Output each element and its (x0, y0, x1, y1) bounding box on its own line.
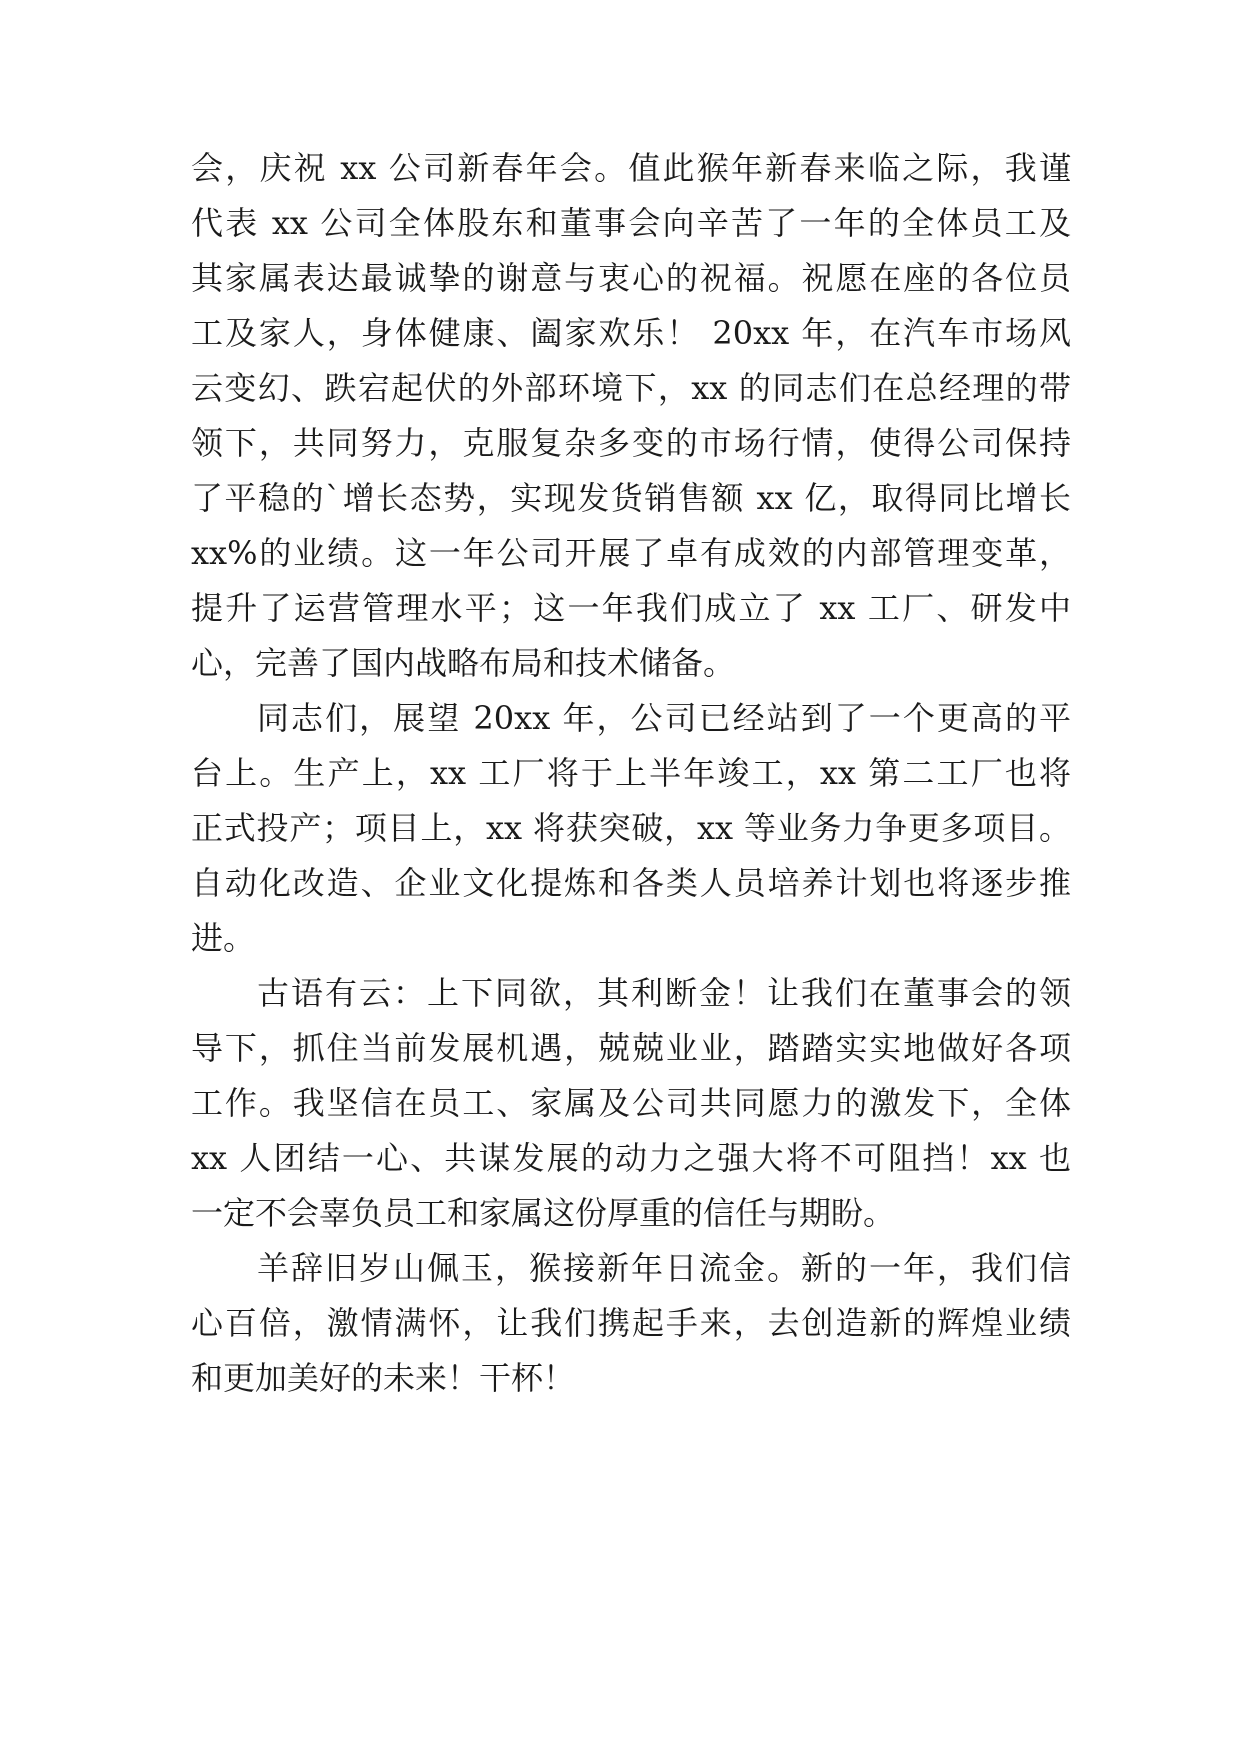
text-line: 工及家人，身体健康、阖家欢乐！ 20xx 年，在汽车市场风 (191, 314, 1071, 352)
text-line: 云变幻、跌宕起伏的外部环境下，xx 的同志们在总经理的带 (191, 369, 1071, 407)
text-line: 代表 xx 公司全体股东和董事会向辛苦了一年的全体员工及 (191, 204, 1071, 242)
text-line: 提升了运营管理水平；这一年我们成立了 xx 工厂、研发中 (191, 589, 1071, 627)
text-line: 一定不会辜负员工和家属这份厚重的信任与期盼。 (191, 1194, 896, 1232)
text-line: 和更加美好的未来！干杯！ (191, 1359, 576, 1397)
text-line: 其家属表达最诚挚的谢意与衷心的祝福。祝愿在座的各位员 (191, 259, 1071, 297)
text-line: 心百倍，激情满怀，让我们携起手来，去创造新的辉煌业绩 (191, 1304, 1071, 1342)
paragraph-first-line: 同志们，展望 20xx 年，公司已经站到了一个更高的平 (257, 699, 1071, 737)
text-line: 正式投产；项目上，xx 将获突破，xx 等业务力争更多项目。 (191, 809, 1071, 847)
text-line: 工作。我坚信在员工、家属及公司共同愿力的激发下，全体 (191, 1084, 1071, 1122)
paragraph-first-line: 古语有云：上下同欲，其利断金！让我们在董事会的领 (257, 974, 1071, 1012)
text-line: 自动化改造、企业文化提炼和各类人员培养计划也将逐步推 (191, 864, 1071, 902)
text-line: 导下，抓住当前发展机遇，兢兢业业，踏踏实实地做好各项 (191, 1029, 1071, 1067)
text-line: xx%的业绩。这一年公司开展了卓有成效的内部管理变革， (191, 534, 1071, 572)
paragraph-first-line: 羊辞旧岁山佩玉，猴接新年日流金。新的一年，我们信 (257, 1249, 1071, 1287)
text-line: 会，庆祝 xx 公司新春年会。值此猴年新春来临之际，我谨 (191, 149, 1071, 187)
text-line: 了平稳的`增长态势，实现发货销售额 xx 亿，取得同比增长 (191, 479, 1071, 517)
text-line: 领下，共同努力，克服复杂多变的市场行情，使得公司保持 (191, 424, 1071, 462)
text-line: 心，完善了国内战略布局和技术储备。 (191, 644, 736, 682)
text-line: xx 人团结一心、共谋发展的动力之强大将不可阻挡！xx 也 (191, 1139, 1071, 1177)
text-line: 进。 (191, 919, 256, 957)
text-line: 台上。生产上，xx 工厂将于上半年竣工，xx 第二工厂也将 (191, 754, 1071, 792)
